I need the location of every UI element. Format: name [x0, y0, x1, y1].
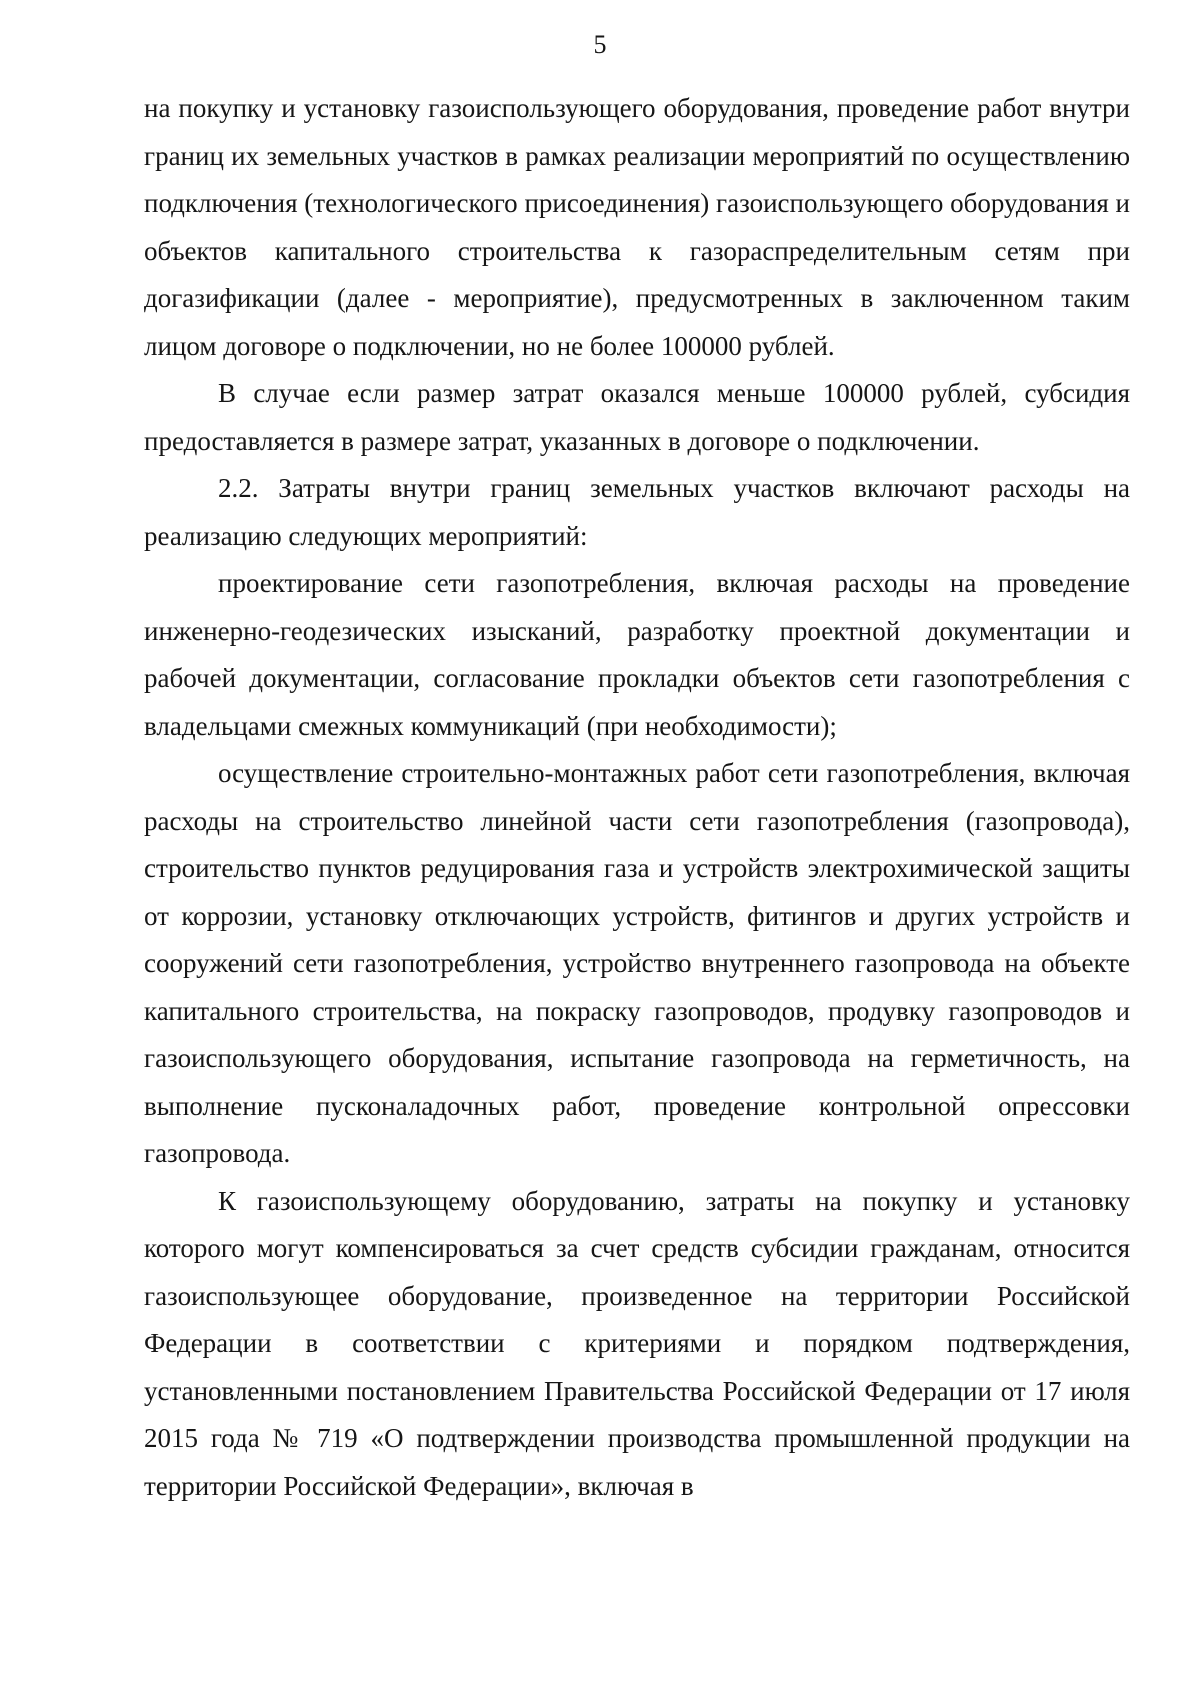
document-body	[144, 85, 1130, 1510]
paragraph-continuation: на покупку и установку газоиспользующего оборудования, проведение работ внутри границ их земельных участков в рамках реализации мероприятий по осуществлению подключения (технологического присоединения) газоиспользующего оборудования и объектов капитального строительства к газораспределительным сетям при догазификации (далее - мероприятие), предусмотренных в заключенном таким лицом договоре о подключении, но не более 100000 рублей.	[144, 93, 1130, 361]
paragraph-section-2-2: 2.2. Затраты внутри границ земельных участков включают расходы на реализацию следующих мероприятий:	[144, 473, 1130, 551]
paragraph-design: проектирование сети газопотребления, включая расходы на проведение инженерно-геодезических изысканий, разработку проектной документации и рабочей документации, согласование прокладки объектов сети газопотребления с владельцами смежных коммуникаций (при необходимости);	[144, 568, 1130, 741]
page-number: 5	[593, 30, 607, 59]
paragraph-construction: осуществление строительно-монтажных работ сети газопотребления, включая расходы на строительство линейной части сети газопотребления (газопровода), строительство пунктов редуцирования газа и устройств электрохимической защиты от коррозии, установку отключающих устройств, фитингов и других устройств и сооружений сети газопотребления, устройство внутреннего газопровода на объекте капитального строительства, на покраску газопроводов, продувку газопроводов и газоиспользующего оборудования, испытание газопровода на герметичность, на выполнение пусконаладочных работ, проведение контрольной опрессовки газопровода.	[144, 758, 1130, 1168]
paragraph-subsidy-amount: В случае если размер затрат оказался меньше 100000 рублей, субсидия предоставляется в размере затрат, указанных в договоре о подключении.	[144, 378, 1130, 456]
paragraph-equipment: К газоиспользующему оборудованию, затраты на покупку и установку которого могут компенсироваться за счет средств субсидии гражданам, относится газоиспользующее оборудование, произведенное на территории Российской Федерации в соответствии с критериями и порядком подтверждения, установленными постановлением Правительства Российской Федерации от 17 июля 2015 года № 719 «О подтверждении производства промышленной продукции на территории Российской Федерации», включая в	[144, 1185, 1130, 1501]
